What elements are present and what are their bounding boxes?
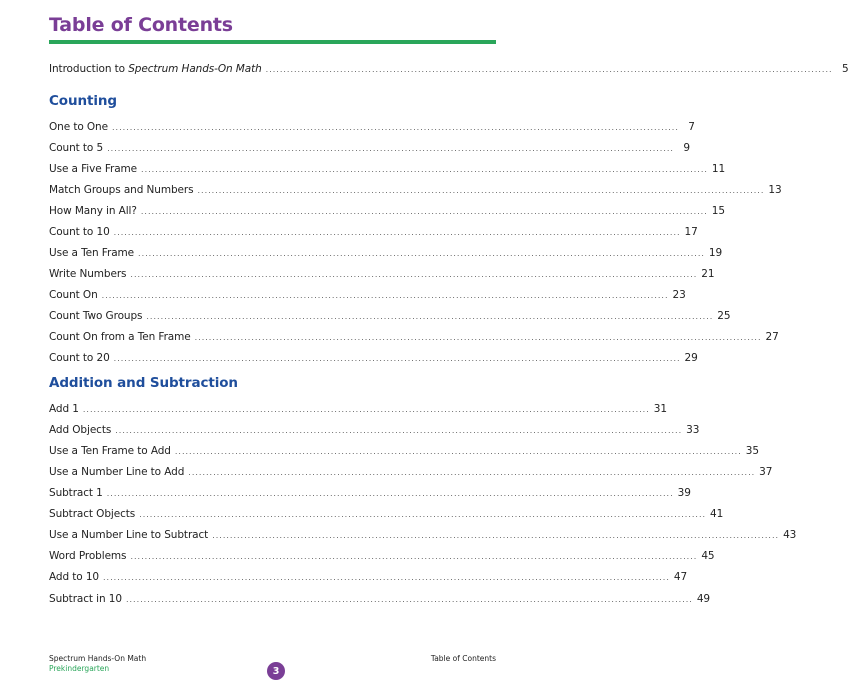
book-title-italic: Spectrum Hands-On Math bbox=[128, 63, 262, 75]
toc-entry-page: 29 bbox=[684, 352, 698, 364]
dot-leader: ................................................................................................................................................................ bbox=[125, 595, 693, 604]
dot-leader: ................................................................................................................................................................ bbox=[194, 333, 762, 342]
toc-entry bbox=[49, 350, 698, 366]
toc-entry bbox=[49, 224, 698, 240]
page-title: Table of Contents bbox=[49, 14, 233, 36]
dot-leader: ................................................................................................................................................................ bbox=[107, 144, 674, 153]
dot-leader: ................................................................................................................................................................ bbox=[141, 165, 708, 174]
toc-entry-label: Count to 10 bbox=[49, 226, 110, 238]
toc-entry-label: Subtract 1 bbox=[49, 487, 103, 499]
dot-leader: ................................................................................................................................................................ bbox=[101, 291, 669, 300]
footer-section-name: Table of Contents bbox=[430, 654, 496, 663]
toc-entry-label: Use a Number Line to Subtract bbox=[49, 529, 209, 541]
dot-leader: ................................................................................................................................................................ bbox=[140, 207, 708, 216]
dot-leader: ................................................................................................................................................................ bbox=[197, 186, 765, 195]
toc-entry-page: 31 bbox=[653, 403, 667, 415]
toc-entry-page: 5 bbox=[841, 63, 849, 75]
toc-entry bbox=[49, 287, 686, 303]
dot-leader: ................................................................................................................................................................ bbox=[103, 573, 670, 582]
footer-grade: Prekindergarten bbox=[49, 664, 110, 673]
toc-entry-label: Use a Ten Frame to Add bbox=[49, 445, 171, 457]
page-number-badge: 3 bbox=[267, 662, 285, 680]
toc-entry bbox=[49, 464, 773, 480]
toc-entry-label: Use a Five Frame bbox=[49, 163, 138, 175]
toc-entry-page: 49 bbox=[696, 593, 710, 605]
dot-leader: ................................................................................................................................................................ bbox=[139, 510, 707, 519]
toc-entry bbox=[49, 182, 782, 198]
toc-entry-page: 9 bbox=[683, 142, 690, 154]
section-heading-addition-subtraction: Addition and Subtraction bbox=[49, 375, 238, 391]
toc-entry-page: 25 bbox=[717, 310, 731, 322]
toc-entry-page: 21 bbox=[701, 268, 715, 280]
toc-entry bbox=[49, 443, 759, 459]
toc-entry bbox=[49, 422, 700, 438]
toc-entry-label: Count On from a Ten Frame bbox=[49, 331, 191, 343]
dot-leader: ................................................................................................................................................................ bbox=[212, 531, 780, 540]
toc-entry-page: 23 bbox=[672, 289, 686, 301]
toc-entry bbox=[49, 569, 688, 585]
toc-entry-label: Word Problems bbox=[49, 550, 127, 562]
toc-entry-page: 27 bbox=[765, 331, 779, 343]
toc-entry-label: Subtract Objects bbox=[49, 508, 136, 520]
toc-entry bbox=[49, 308, 731, 324]
toc-entry bbox=[49, 401, 667, 417]
toc-entry-page: 11 bbox=[711, 163, 726, 175]
toc-entry-label: Introduction to Spectrum Hands-On Math bbox=[49, 63, 262, 75]
toc-entry bbox=[49, 329, 779, 345]
toc-entry bbox=[49, 140, 690, 156]
toc-entry-page: 13 bbox=[768, 184, 782, 196]
toc-entry-label: Subtract in 10 bbox=[49, 593, 122, 605]
toc-entry-page: 19 bbox=[708, 247, 723, 259]
toc-entry-page: 39 bbox=[677, 487, 691, 499]
toc-entry-page: 37 bbox=[759, 466, 773, 478]
toc-entry-page: 47 bbox=[673, 571, 688, 583]
dot-leader: ................................................................................................................................................................ bbox=[115, 426, 683, 435]
toc-entry bbox=[49, 245, 723, 261]
toc-entry-page: 33 bbox=[686, 424, 700, 436]
dot-leader: ................................................................................................................................................................ bbox=[188, 468, 756, 477]
dot-leader: ................................................................................................................................................................ bbox=[130, 552, 698, 561]
title-divider bbox=[49, 40, 496, 44]
dot-leader: ................................................................................................................................................................ bbox=[113, 228, 681, 237]
dot-leader: ................................................................................................................................................................ bbox=[174, 447, 742, 456]
dot-leader: ................................................................................................................................................................ bbox=[265, 65, 833, 74]
toc-entry bbox=[49, 591, 710, 607]
footer-book-info bbox=[49, 654, 146, 674]
footer-book-title: Spectrum Hands-On Math bbox=[49, 654, 147, 663]
toc-entry-label: Count to 5 bbox=[49, 142, 104, 154]
toc-entry-label: Use a Ten Frame bbox=[49, 247, 135, 259]
toc-entry-page: 43 bbox=[783, 529, 797, 541]
section-heading-counting: Counting bbox=[49, 93, 117, 109]
toc-entry bbox=[49, 161, 726, 177]
dot-leader: ................................................................................................................................................................ bbox=[138, 249, 705, 258]
toc-entry-label: Add 1 bbox=[49, 403, 79, 415]
dot-leader: ................................................................................................................................................................ bbox=[82, 405, 650, 414]
toc-entry-page: 7 bbox=[688, 121, 695, 133]
toc-entry bbox=[49, 506, 724, 522]
toc-entry bbox=[49, 527, 797, 543]
toc-entry-label: Use a Number Line to Add bbox=[49, 466, 185, 478]
toc-entry-introduction bbox=[49, 61, 849, 77]
dot-leader: ................................................................................................................................................................ bbox=[130, 270, 698, 279]
toc-entry-label: How Many in All? bbox=[49, 205, 137, 217]
toc-entry-label: Count Two Groups bbox=[49, 310, 143, 322]
toc-entry bbox=[49, 485, 691, 501]
dot-leader: ................................................................................................................................................................ bbox=[146, 312, 714, 321]
toc-entry-label: Count On bbox=[49, 289, 98, 301]
dot-leader: ................................................................................................................................................................ bbox=[113, 354, 681, 363]
toc-entry bbox=[49, 119, 695, 135]
toc-entry-label: Add Objects bbox=[49, 424, 112, 436]
toc-entry-page: 41 bbox=[710, 508, 724, 520]
toc-entry bbox=[49, 266, 715, 282]
dot-leader: ................................................................................................................................................................ bbox=[111, 123, 679, 132]
toc-entry-page: 45 bbox=[701, 550, 715, 562]
toc-entry-page: 17 bbox=[684, 226, 698, 238]
toc-entry bbox=[49, 548, 715, 564]
dot-leader: ................................................................................................................................................................ bbox=[106, 489, 674, 498]
toc-entry-label: Write Numbers bbox=[49, 268, 127, 280]
toc-entry-label: Add to 10 bbox=[49, 571, 100, 583]
toc-entry bbox=[49, 203, 725, 219]
toc-entry-label: Count to 20 bbox=[49, 352, 110, 364]
toc-entry-label: Match Groups and Numbers bbox=[49, 184, 194, 196]
toc-entry-page: 35 bbox=[745, 445, 759, 457]
toc-entry-page: 15 bbox=[711, 205, 725, 217]
toc-entry-label: One to One bbox=[49, 121, 108, 133]
